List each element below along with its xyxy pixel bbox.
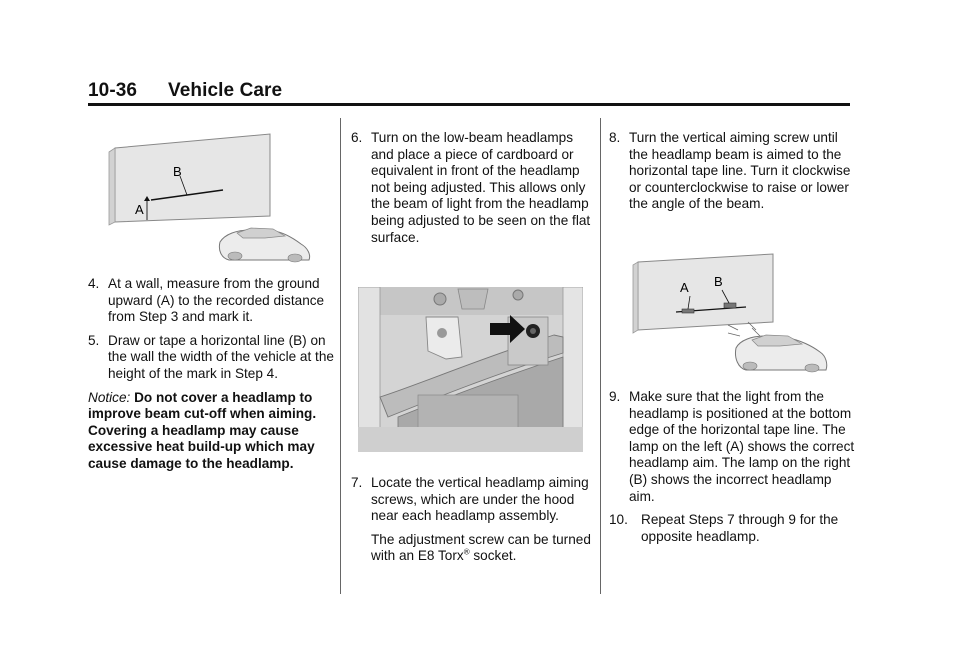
step-text: Locate the vertical headlamp aiming screws, which are under the hood near each headlamp assembly.	[371, 475, 589, 524]
wall-measure-illustration	[105, 130, 315, 265]
label-b: B	[714, 274, 723, 289]
headlamp-aim-illustration	[628, 252, 838, 377]
step-number: 6.	[351, 130, 363, 145]
column-3-bottom	[609, 389, 855, 552]
note-text-end: socket.	[469, 548, 517, 564]
column-divider-left	[340, 118, 341, 594]
note-text: The adjustment screw can be turned with an E8 Torx	[371, 531, 591, 564]
notice-text: Do not cover a headlamp to improve beam cut-off when aiming. Covering a headlamp may cause excessive heat build-up which may cause damage to the headlamp.	[88, 389, 317, 471]
label-b: B	[173, 164, 182, 179]
step-4	[88, 276, 334, 326]
label-a: A	[135, 202, 144, 217]
step-number: 4.	[88, 276, 100, 291]
step-5	[88, 333, 334, 383]
step-7-note	[351, 532, 593, 565]
step-text: Turn the vertical aiming screw until the headlamp beam is aimed to the horizontal tape line. Turn it clockwise or counterclockwise to raise or lower the angle of the beam.	[629, 130, 851, 212]
step-number: 10.	[609, 512, 628, 528]
car-icon	[219, 228, 309, 262]
aiming-screw-illustration	[358, 287, 583, 452]
step-7	[351, 475, 593, 525]
section-title: Vehicle Care	[168, 80, 283, 101]
label-a: A	[680, 280, 689, 295]
column-1	[88, 276, 334, 473]
step-text: At a wall, measure from the ground upward (A) to the recorded distance from Step 3 and mark it.	[108, 276, 325, 325]
step-10	[609, 512, 855, 545]
step-number: 8.	[609, 130, 621, 145]
header-rule	[88, 103, 850, 106]
step-number: 5.	[88, 332, 100, 348]
notice	[88, 390, 334, 473]
step-text: Make sure that the light from the headlamp is positioned at the bottom edge of the horizontal tape line. The lamp on the left (A) shows the correct headlamp aim. The lamp on the right (B) shows the incorrect headlamp aim.	[629, 389, 855, 504]
step-9	[609, 389, 855, 505]
car-icon	[735, 335, 826, 372]
notice-label: Notice:	[88, 389, 131, 405]
page-header	[88, 80, 282, 102]
registered-mark: ®	[463, 547, 470, 557]
step-8	[609, 130, 855, 213]
step-6	[351, 130, 593, 246]
step-text: Turn on the low-beam headlamps and place a piece of cardboard or equivalent in front of the headlamp not being adjusted. This allows only the beam of light from the headlamp being adjusted to be seen on the flat surface.	[371, 130, 591, 245]
step-number: 9.	[609, 389, 621, 404]
step-number: 7.	[351, 475, 363, 490]
page-number: 10-36	[88, 80, 138, 101]
step-text: Repeat Steps 7 through 9 for the opposite headlamp.	[641, 512, 839, 544]
step-text: Draw or tape a horizontal line (B) on the wall the width of the vehicle at the height of the mark in Step 4.	[108, 332, 334, 381]
column-3-top	[609, 130, 855, 220]
column-divider-right	[600, 118, 601, 594]
column-2-top	[351, 130, 593, 253]
column-2-bottom	[351, 475, 593, 565]
